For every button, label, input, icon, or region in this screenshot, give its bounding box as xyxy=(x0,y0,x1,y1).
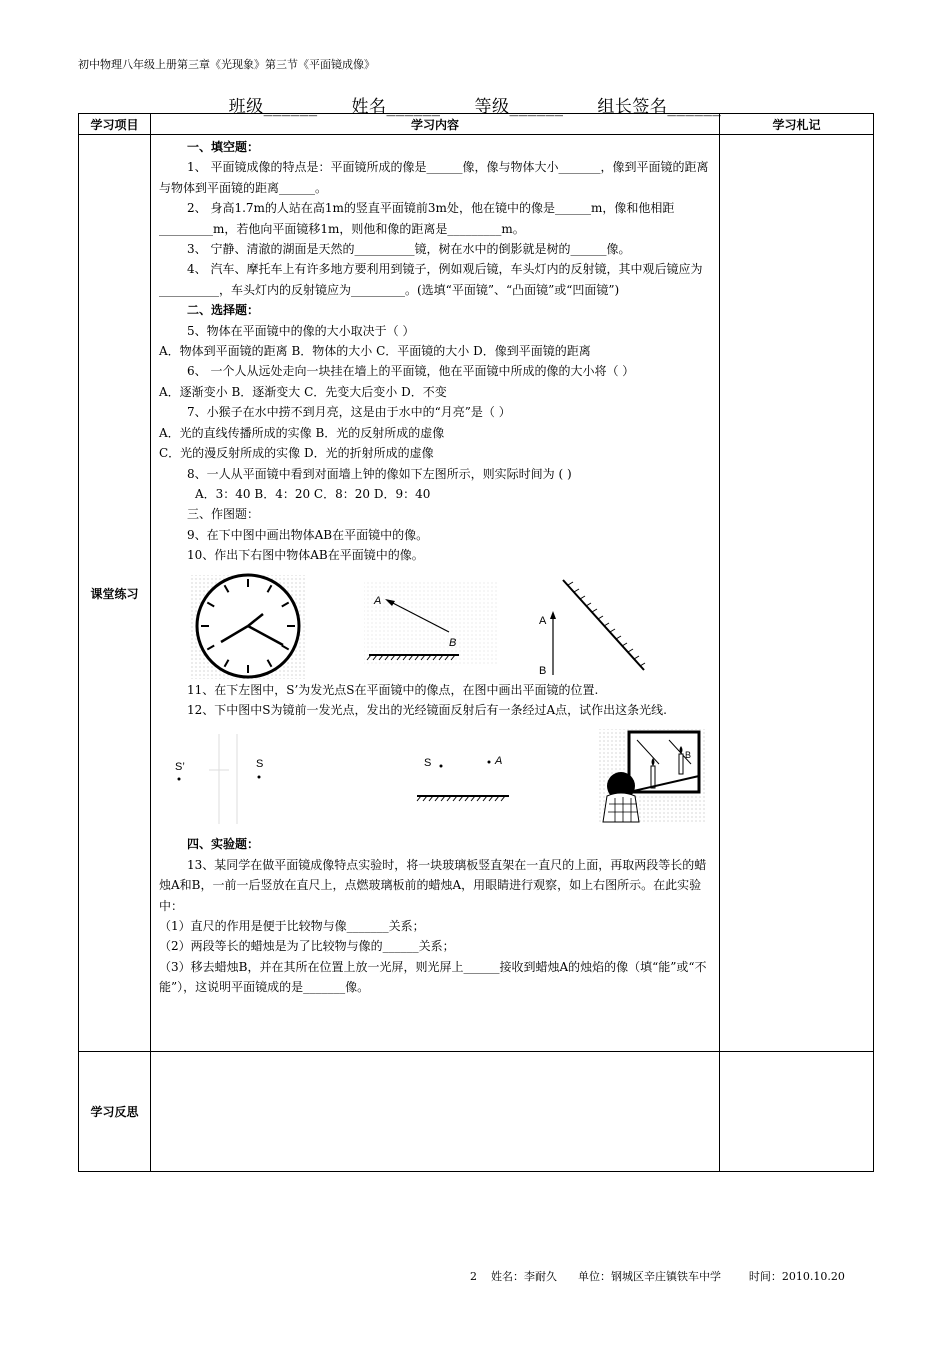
question-7: 7、小猴子在水中捞不到月亮，这是由于水中的“月亮”是（ ） xyxy=(187,405,511,420)
ab-mirror-figure xyxy=(364,580,499,665)
question-4: 4、 汽车、摩托车上有许多地方要利用到镜子，例如观后镜，车头灯内的反射镜，其中观后镜应为__________，车头灯内的反射镜应为_________。(选填“平面镜”、“凸面镜”或“凹面镜”) xyxy=(159,262,703,297)
practice-content-cell xyxy=(151,135,720,1052)
document-title: 初中物理八年级上册第三章《光现象》第三节《平面镜成像》 xyxy=(78,58,375,71)
question-12: 12、下中图中S为镜前一发光点，发出的光经镜面反射后有一条经过A点，试作出这条光线. xyxy=(187,702,667,717)
question-13-part-1: （1）直尺的作用是便于比较物与像_______关系； xyxy=(159,918,425,933)
grade-field: 等级______ xyxy=(474,97,564,117)
s-a-mirror-figure xyxy=(417,755,509,801)
fig5-label-a: A xyxy=(495,755,503,768)
col-header-content: 学习内容 xyxy=(151,114,720,135)
reflection-notes-cell xyxy=(720,1052,874,1172)
leader-signature-field: 组长签名______ xyxy=(597,97,722,117)
question-1: 1、 平面镜成像的特点是：平面镜所成的像是______像，像与物体大小_______，像到平面镜的距离与物体到平面镜的距离______。 xyxy=(159,160,709,195)
fig5-label-s: S xyxy=(424,757,432,770)
reflection-content-cell xyxy=(151,1052,720,1172)
figure-row-1-svg xyxy=(159,570,714,680)
fig4-label-s-prime: S’ xyxy=(175,761,185,774)
col-header-notes: 学习札记 xyxy=(720,114,874,135)
col-header-item: 学习项目 xyxy=(79,114,151,135)
question-3: 3、 宁静、清澈的湖面是天然的__________镜，树在水中的倒影就是树的______像。 xyxy=(187,242,631,257)
page-footer: 2 姓名：李耐久 单位：钢城区辛庄镇铁车中学 时间：2010.10.20 xyxy=(470,1270,845,1283)
practice-notes-cell xyxy=(720,135,874,1052)
row-label-reflection: 学习反思 xyxy=(79,1052,151,1172)
question-13-part-2: （2）两段等长的蜡烛是为了比较物与像的______关系； xyxy=(159,939,455,954)
question-7-options-cd: C．光的漫反射所成的实像 D．光的折射所成的虚像 xyxy=(159,446,434,461)
fig2-label-b: B xyxy=(449,636,457,649)
section-choice: 二、选择题： xyxy=(187,303,260,318)
question-10: 10、作出下右图中物体AB在平面镜中的像。 xyxy=(187,548,424,563)
section-fill-blank: 一、填空题： xyxy=(187,140,260,154)
row-label-practice: 课堂练习 xyxy=(79,135,151,1052)
question-8: 8、一人从平面镜中看到对面墙上钟的像如下左图所示，则实际时间为 ( ) xyxy=(187,466,572,481)
question-5-options: A．物体到平面镜的距离 B．物体的大小 C．平面镜的大小 D．像到平面镜的距离 xyxy=(159,344,591,359)
slanted-mirror-figure xyxy=(539,580,645,677)
question-11: 11、在下左图中，S’为发光点S在平面镜中的像点，在图中画出平面镜的位置. xyxy=(187,682,599,697)
question-6: 6、 一个人从远处走向一块挂在墙上的平面镜，他在平面镜中所成的像的大小将（ ） xyxy=(187,364,635,379)
clock-figure xyxy=(189,575,307,679)
section-drawing: 三、作图题： xyxy=(187,507,260,522)
fig6-label-b: B xyxy=(685,750,692,761)
fig2-label-a: A xyxy=(374,594,382,607)
question-13: 13、某同学在做平面镜成像特点实验时，将一块玻璃板竖直架在一直尺的上面，再取两段等长的蜡烛A和B，一前一后竖放在直尺上，点燃玻璃板前的蜡烛A，用眼睛进行观察，如上右图所示。在此实验中： xyxy=(159,857,707,913)
figure-row-2 xyxy=(159,724,713,834)
section-experiment: 四、实验题： xyxy=(187,837,260,852)
question-9: 9、在下中图中画出物体AB在平面镜中的像。 xyxy=(187,527,429,542)
question-7-options-ab: A．光的直线传播所成的实像 B．光的反射所成的虚像 xyxy=(159,425,445,440)
study-table xyxy=(78,113,874,1172)
question-13-part-3: （3）移去蜡烛B，并在其所在位置上放一光屏，则光屏上______接收到蜡烛A的烛焰的像（填“能”或“不能”），这说明平面镜成的是_______像。 xyxy=(159,959,707,995)
figure-row-2-svg xyxy=(159,724,714,834)
question-5: 5、物体在平面镜中的像的大小取决于（ ） xyxy=(187,323,415,338)
name-field: 姓名______ xyxy=(351,97,441,117)
question-6-options: A．逐渐变小 B．逐渐变大 C．先变大后变小 D．不变 xyxy=(159,384,447,399)
s-prime-figure xyxy=(175,734,263,824)
fig3-label-b: B xyxy=(539,664,547,677)
question-2: 2、 身高1.7m的人站在高1m的竖直平面镜前3m处，他在镜中的像是______m，像和他相距_________m，若他向平面镜移1m，则他和像的距离是_________m。 xyxy=(159,201,675,236)
fig4-label-s: S xyxy=(256,758,264,771)
class-field: 班级______ xyxy=(228,97,318,117)
figure-row-1 xyxy=(159,570,713,680)
question-8-options: A．3：40 B．4：20 C．8：20 D．9：40 xyxy=(195,486,431,501)
candle-experiment-figure xyxy=(599,729,707,824)
fig3-label-a: A xyxy=(539,614,547,627)
